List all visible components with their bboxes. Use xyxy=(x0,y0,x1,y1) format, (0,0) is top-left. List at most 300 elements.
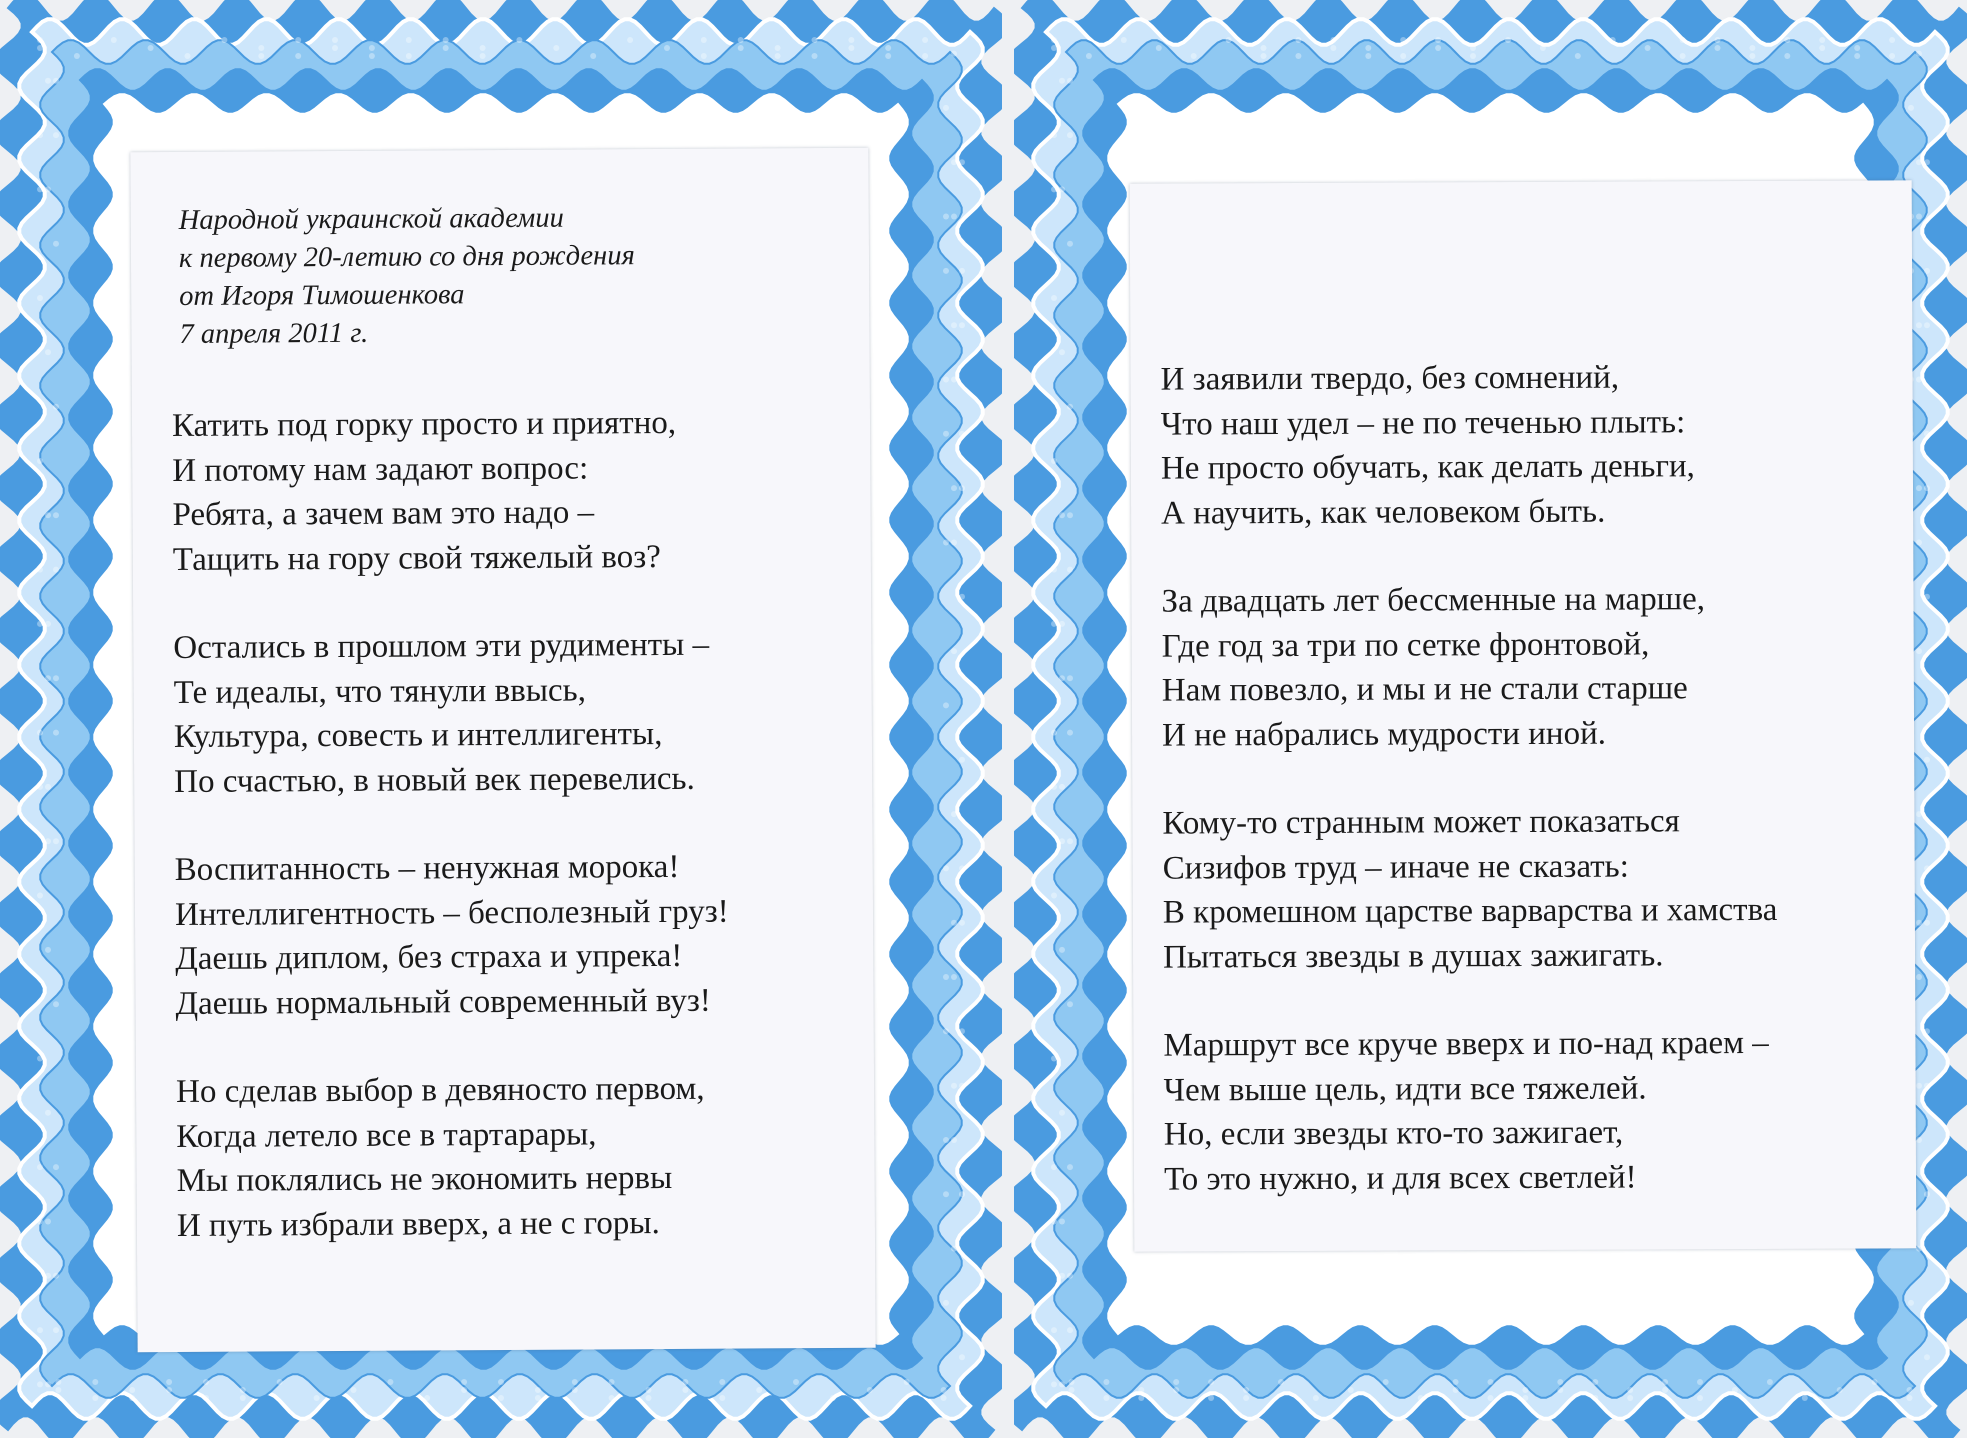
lace-dot xyxy=(943,865,949,871)
lace-dot xyxy=(45,349,51,355)
lace-dot xyxy=(111,37,117,43)
lace-dot xyxy=(461,1387,467,1393)
lace-dot xyxy=(45,1110,51,1116)
lace-dot xyxy=(258,45,264,51)
lace-dot xyxy=(664,45,670,51)
lace-dot xyxy=(406,53,412,59)
lace-dot xyxy=(1924,757,1930,763)
lace-dot xyxy=(45,1219,51,1225)
lace-dot xyxy=(1908,1300,1914,1306)
lace-dot xyxy=(1924,268,1930,274)
lace-dot xyxy=(92,1379,98,1385)
lace-dot xyxy=(1295,37,1301,43)
lace-dot xyxy=(55,1387,61,1393)
lace-dot xyxy=(443,45,449,51)
lace-dot xyxy=(53,1273,59,1279)
lace-dot xyxy=(738,37,744,43)
lace-dot xyxy=(1243,1395,1249,1401)
poem-line: Но, если звезды кто-то зажигает, xyxy=(1163,1114,1624,1153)
lace-dot xyxy=(1208,1379,1214,1385)
lace-dot xyxy=(1924,431,1930,437)
lace-dot xyxy=(1453,1379,1459,1385)
poem-line: За двадцать лет бессменные на марше, xyxy=(1161,581,1706,620)
lace-dot xyxy=(1059,186,1065,192)
dedication-line: к первому 20-летию со дня рождения xyxy=(178,240,635,274)
lace-dot xyxy=(1627,1387,1633,1393)
poem-line: И путь избрали вверх, а не с горы. xyxy=(176,1204,660,1244)
poem-line: То это нужно, и для всех светлей! xyxy=(1163,1159,1637,1198)
lace-dot xyxy=(1067,241,1073,247)
lace-dot xyxy=(1059,675,1065,681)
lace-dot xyxy=(45,78,51,84)
lace-dot xyxy=(1051,295,1057,301)
poem-line: Что наш удел – не по теченью плыть: xyxy=(1160,403,1686,443)
lace-dot xyxy=(1173,1387,1179,1393)
poem-line: Те идеалы, что тянули ввысь, xyxy=(173,671,586,711)
lace-dot xyxy=(719,1395,725,1401)
lace-dot xyxy=(951,322,957,328)
lace-dot xyxy=(351,1387,357,1393)
lace-dot xyxy=(37,37,43,43)
stanza xyxy=(176,1067,731,1248)
lace-dot xyxy=(498,1395,504,1401)
lace-dot xyxy=(53,132,59,138)
lace-dot xyxy=(92,1395,98,1401)
lace-dot xyxy=(1051,132,1057,138)
lace-dot xyxy=(1069,1379,1075,1385)
lace-dot xyxy=(1916,51,1922,57)
lace-dot xyxy=(1907,1395,1913,1401)
poem-line: Нам повезло, и мы и не стали старше xyxy=(1161,670,1688,709)
right-poem xyxy=(1160,355,1778,1246)
poem-line: Даешь нормальный современный вуз! xyxy=(175,982,711,1022)
lace-dot xyxy=(941,1387,947,1393)
dedication-date: 7 апреля 2011 г. xyxy=(179,317,369,350)
poem-line: Но сделав выбор в девяносто первом, xyxy=(175,1070,705,1111)
lace-dot xyxy=(1662,1387,1668,1393)
lace-dot xyxy=(1208,1395,1214,1401)
lace-dot xyxy=(1067,730,1073,736)
lace-dot xyxy=(1243,1387,1249,1393)
lace-dot xyxy=(943,702,949,708)
poem-line: Маршрут все круче вверх и по-над краем – xyxy=(1163,1024,1769,1064)
lace-dot xyxy=(314,1395,320,1401)
lace-dot xyxy=(45,512,51,518)
lace-dot xyxy=(1138,1387,1144,1393)
lace-dot xyxy=(37,1381,43,1387)
lace-dot xyxy=(943,540,949,546)
lace-dot xyxy=(943,1028,949,1034)
lace-dot xyxy=(1592,1395,1598,1401)
lace-dot xyxy=(951,974,957,980)
lace-dot xyxy=(1680,37,1686,43)
lace-dot xyxy=(1802,1395,1808,1401)
lace-dot xyxy=(793,1379,799,1385)
lace-dot xyxy=(332,37,338,43)
lace-dot xyxy=(37,45,43,51)
lace-dot xyxy=(943,1191,949,1197)
lace-dot xyxy=(1488,1379,1494,1385)
lace-dot xyxy=(1051,45,1057,51)
lace-dot xyxy=(1924,920,1930,926)
lace-dot xyxy=(166,1387,172,1393)
lace-dot xyxy=(1226,37,1232,43)
lace-dot xyxy=(1715,45,1721,51)
stanza xyxy=(1162,799,1777,980)
lace-dot xyxy=(590,53,596,59)
lace-dot xyxy=(1067,1273,1073,1279)
lace-dot xyxy=(1924,865,1930,871)
stanza xyxy=(172,401,727,582)
poem-line: И не набрались мудрости иной. xyxy=(1162,715,1607,754)
lace-dot xyxy=(1907,1387,1913,1393)
lace-dot xyxy=(53,675,59,681)
lace-dot xyxy=(1470,45,1476,51)
lace-dot xyxy=(129,1387,135,1393)
lace-dot xyxy=(1059,1273,1065,1279)
lace-dot xyxy=(1916,377,1922,383)
lace-dot xyxy=(922,53,928,59)
lace-dot xyxy=(45,186,51,192)
lace-dot xyxy=(1400,37,1406,43)
lace-dot xyxy=(535,1395,541,1401)
lace-dot xyxy=(609,1379,615,1385)
lace-dot xyxy=(1916,322,1922,328)
lace-dot xyxy=(1295,53,1301,59)
dedication-line: от Игоря Тимошенкова xyxy=(179,279,465,312)
lace-dot xyxy=(37,1164,43,1170)
lace-dot xyxy=(1645,45,1651,51)
poem-line: Пытаться звезды в душах зажигать. xyxy=(1162,936,1664,976)
lace-dot xyxy=(943,431,949,437)
lace-dot xyxy=(1680,53,1686,59)
lace-dot xyxy=(53,512,59,518)
lace-dot xyxy=(53,1327,59,1333)
lace-dot xyxy=(1051,1056,1057,1062)
lace-dot xyxy=(1330,37,1336,43)
lace-dot xyxy=(1505,37,1511,43)
lace-dot xyxy=(951,159,957,165)
poem-line: Не просто обучать, как делать деньги, xyxy=(1160,448,1695,487)
lace-dot xyxy=(1051,567,1057,573)
lace-dot xyxy=(461,1379,467,1385)
poem-line: Интеллигентность – бесполезный груз! xyxy=(174,893,729,933)
lace-dot xyxy=(295,53,301,59)
lace-dot xyxy=(406,37,412,43)
lace-dot xyxy=(1697,1395,1703,1401)
lace-dot xyxy=(1067,512,1073,518)
lace-dot xyxy=(1749,53,1755,59)
lace-dot xyxy=(1470,53,1476,59)
poem-line: А научить, как человеком быть. xyxy=(1161,493,1606,532)
lace-dot xyxy=(1069,1387,1075,1393)
lace-dot xyxy=(1051,1164,1057,1170)
poem-line: И потому нам задают вопрос: xyxy=(172,449,589,489)
lace-dot xyxy=(1067,1164,1073,1170)
lace-dot xyxy=(1059,621,1065,627)
lace-dot xyxy=(951,1083,957,1089)
poem-line: И заявили твердо, без сомнений, xyxy=(1160,359,1620,398)
lace-dot xyxy=(959,920,965,926)
lace-dot xyxy=(701,37,707,43)
lace-dot xyxy=(1924,1191,1930,1197)
lace-dot xyxy=(74,53,80,59)
lace-dot xyxy=(1889,53,1895,59)
lace-dot xyxy=(1715,37,1721,43)
lace-dot xyxy=(941,1395,947,1401)
lace-dot xyxy=(1916,974,1922,980)
lace-dot xyxy=(1557,1387,1563,1393)
lace-dot xyxy=(37,132,43,138)
lace-dot xyxy=(148,45,154,51)
lace-dot xyxy=(951,811,957,817)
right-card xyxy=(1014,0,1967,1438)
lace-dot xyxy=(1067,132,1073,138)
lace-dot xyxy=(1067,567,1073,573)
stanza xyxy=(1161,577,1776,758)
lace-dot xyxy=(1924,1028,1930,1034)
poem-line: По счастью, в новый век перевелись. xyxy=(174,760,695,800)
lace-dot xyxy=(53,1164,59,1170)
lace-dot xyxy=(45,784,51,790)
lace-dot xyxy=(1540,45,1546,51)
lace-dot xyxy=(258,53,264,59)
lace-dot xyxy=(1278,1379,1284,1385)
lace-dot xyxy=(1067,675,1073,681)
lace-dot xyxy=(885,45,891,51)
lace-dot xyxy=(1916,648,1922,654)
lace-dot xyxy=(53,1001,59,1007)
left-poem xyxy=(172,401,731,1292)
lace-dot xyxy=(1383,1379,1389,1385)
lace-dot xyxy=(959,594,965,600)
lace-dot xyxy=(1059,1219,1065,1225)
lace-dot xyxy=(922,37,928,43)
lace-dot xyxy=(1916,485,1922,491)
lace-dot xyxy=(1059,838,1065,844)
lace-dot xyxy=(1916,811,1922,817)
lace-dot xyxy=(498,1379,504,1385)
stanza xyxy=(175,845,730,1026)
lace-dot xyxy=(37,621,43,627)
poem-line: Катить под горку просто и приятно, xyxy=(171,404,677,445)
lace-dot xyxy=(904,1379,910,1385)
poem-line: Культура, совесть и интеллигенты, xyxy=(173,716,663,756)
lace-dot xyxy=(627,37,633,43)
lace-dot xyxy=(553,45,559,51)
lace-dot xyxy=(221,37,227,43)
lace-dot xyxy=(1051,186,1057,192)
lace-dot xyxy=(1067,1327,1073,1333)
lace-dot xyxy=(37,1219,43,1225)
lace-dot xyxy=(738,45,744,51)
lace-dot xyxy=(516,37,522,43)
lace-dot xyxy=(951,648,957,654)
lace-dot xyxy=(646,1395,652,1401)
lace-dot xyxy=(959,1354,965,1360)
lace-dot xyxy=(959,1083,965,1089)
lace-dot xyxy=(1400,53,1406,59)
lace-dot xyxy=(1435,37,1441,43)
poem-line: Сизифов труд – иначе не сказать: xyxy=(1162,848,1629,887)
lace-dot xyxy=(1051,1327,1057,1333)
lace-dot xyxy=(369,53,375,59)
lace-dot xyxy=(37,893,43,899)
lace-dot xyxy=(1924,1354,1930,1360)
lace-dot xyxy=(37,1327,43,1333)
lace-dot xyxy=(1051,893,1057,899)
lace-dot xyxy=(45,1273,51,1279)
lace-dot xyxy=(1365,53,1371,59)
poem-line: Воспитанность – ненужная морока! xyxy=(174,848,680,889)
lace-dot xyxy=(185,53,191,59)
lace-dot xyxy=(572,1379,578,1385)
lace-dot xyxy=(943,268,949,274)
poem-line: Даешь диплом, без страха и упрека! xyxy=(175,937,683,978)
poem-line: Чем выше цель, идти все тяжелей. xyxy=(1163,1069,1647,1109)
lace-dot xyxy=(959,757,965,763)
stanza xyxy=(1160,355,1775,536)
lace-dot xyxy=(943,1137,949,1143)
lace-dot xyxy=(1592,1379,1598,1385)
poem-line: Остались в прошлом эти рудименты – xyxy=(173,626,710,667)
lace-dot xyxy=(1261,45,1267,51)
lace-dot xyxy=(848,37,854,43)
lace-dot xyxy=(943,105,949,111)
lace-dot xyxy=(1059,1110,1065,1116)
lace-dot xyxy=(1051,730,1057,736)
lace-dot xyxy=(443,37,449,43)
poem-line: Кому-то странным может показаться xyxy=(1162,803,1680,842)
lace-dot xyxy=(203,1395,209,1401)
lace-dot xyxy=(1313,1395,1319,1401)
lace-dot xyxy=(1819,37,1825,43)
lace-dot xyxy=(1916,920,1922,926)
lace-dot xyxy=(1924,322,1930,328)
lace-dot xyxy=(166,1379,172,1385)
lace-dot xyxy=(1051,621,1057,627)
lace-dot xyxy=(959,159,965,165)
lace-dot xyxy=(1924,159,1930,165)
lace-dot xyxy=(1059,512,1065,518)
lace-dot xyxy=(1916,1083,1922,1089)
lace-dot xyxy=(37,730,43,736)
lace-dot xyxy=(1916,159,1922,165)
lace-dot xyxy=(1488,1395,1494,1401)
lace-dot xyxy=(812,37,818,43)
lace-dot xyxy=(959,865,965,871)
lace-dot xyxy=(1522,1387,1528,1393)
lace-dot xyxy=(53,730,59,736)
lace-dot xyxy=(37,186,43,192)
lace-dot xyxy=(1784,37,1790,43)
lace-dot xyxy=(1767,1379,1773,1385)
lace-dot xyxy=(959,1191,965,1197)
lace-dot xyxy=(1121,37,1127,43)
lace-dot xyxy=(1522,1395,1528,1401)
lace-dot xyxy=(37,567,43,573)
lace-dot xyxy=(1916,540,1922,546)
lace-dot xyxy=(53,78,59,84)
lace-dot xyxy=(951,377,957,383)
lace-dot xyxy=(1103,1379,1109,1385)
lace-dot xyxy=(885,53,891,59)
lace-dot xyxy=(1191,53,1197,59)
lace-dot xyxy=(1051,1381,1057,1387)
lace-dot xyxy=(951,1137,957,1143)
lace-dot xyxy=(1418,1395,1424,1401)
lace-dot xyxy=(1051,37,1057,43)
lace-dot xyxy=(1051,1219,1057,1225)
lace-dot xyxy=(1889,37,1895,43)
lace-dot xyxy=(53,838,59,844)
lace-dot xyxy=(1819,45,1825,51)
poem-line: Ребята, а зачем вам это надо – xyxy=(172,494,595,534)
lace-dot xyxy=(1059,78,1065,84)
lace-dot xyxy=(959,322,965,328)
lace-dot xyxy=(1051,784,1057,790)
lace-dot xyxy=(1662,1379,1668,1385)
lace-dot xyxy=(535,1387,541,1393)
lace-dot xyxy=(1908,105,1914,111)
poem-line: В кромешном царстве варварства и хамства xyxy=(1162,891,1778,931)
lace-dot xyxy=(1067,78,1073,84)
lace-dot xyxy=(1854,45,1860,51)
lace-dot xyxy=(1156,45,1162,51)
lace-dot xyxy=(1051,458,1057,464)
lace-dot xyxy=(37,784,43,790)
lace-dot xyxy=(480,53,486,59)
lace-dot xyxy=(1348,1387,1354,1393)
lace-dot xyxy=(203,1379,209,1385)
lace-dot xyxy=(1575,53,1581,59)
lace-dot xyxy=(943,377,949,383)
lace-dot xyxy=(943,974,949,980)
lace-dot xyxy=(1059,349,1065,355)
lace-dot xyxy=(1453,1387,1459,1393)
lace-dot xyxy=(1916,1137,1922,1143)
lace-dot xyxy=(701,53,707,59)
lace-dot xyxy=(719,1379,725,1385)
lace-dot xyxy=(1627,1395,1633,1401)
lace-dot xyxy=(830,1395,836,1401)
lace-dot xyxy=(1924,1083,1930,1089)
lace-dot xyxy=(812,53,818,59)
lace-dot xyxy=(1086,53,1092,59)
lace-dot xyxy=(609,1395,615,1401)
lace-dot xyxy=(951,920,957,926)
lace-dot xyxy=(1916,1246,1922,1252)
lace-dot xyxy=(572,1387,578,1393)
lace-dot xyxy=(295,37,301,43)
lace-dot xyxy=(959,431,965,437)
lace-dot xyxy=(277,1379,283,1385)
lace-dot xyxy=(37,1056,43,1062)
lace-dot xyxy=(756,1387,762,1393)
lace-dot xyxy=(1173,1379,1179,1385)
lace-dot xyxy=(1067,838,1073,844)
lace-dot xyxy=(682,1387,688,1393)
lace-dot xyxy=(240,1395,246,1401)
lace-dot xyxy=(37,295,43,301)
lace-dot xyxy=(45,1381,51,1387)
lace-dot xyxy=(1138,1395,1144,1401)
lace-dot xyxy=(1924,485,1930,491)
poem-line: Тащить на гору свой тяжелый воз? xyxy=(172,538,661,578)
lace-dot xyxy=(424,1395,430,1401)
lace-dot xyxy=(1610,37,1616,43)
lace-dot xyxy=(1872,1379,1878,1385)
